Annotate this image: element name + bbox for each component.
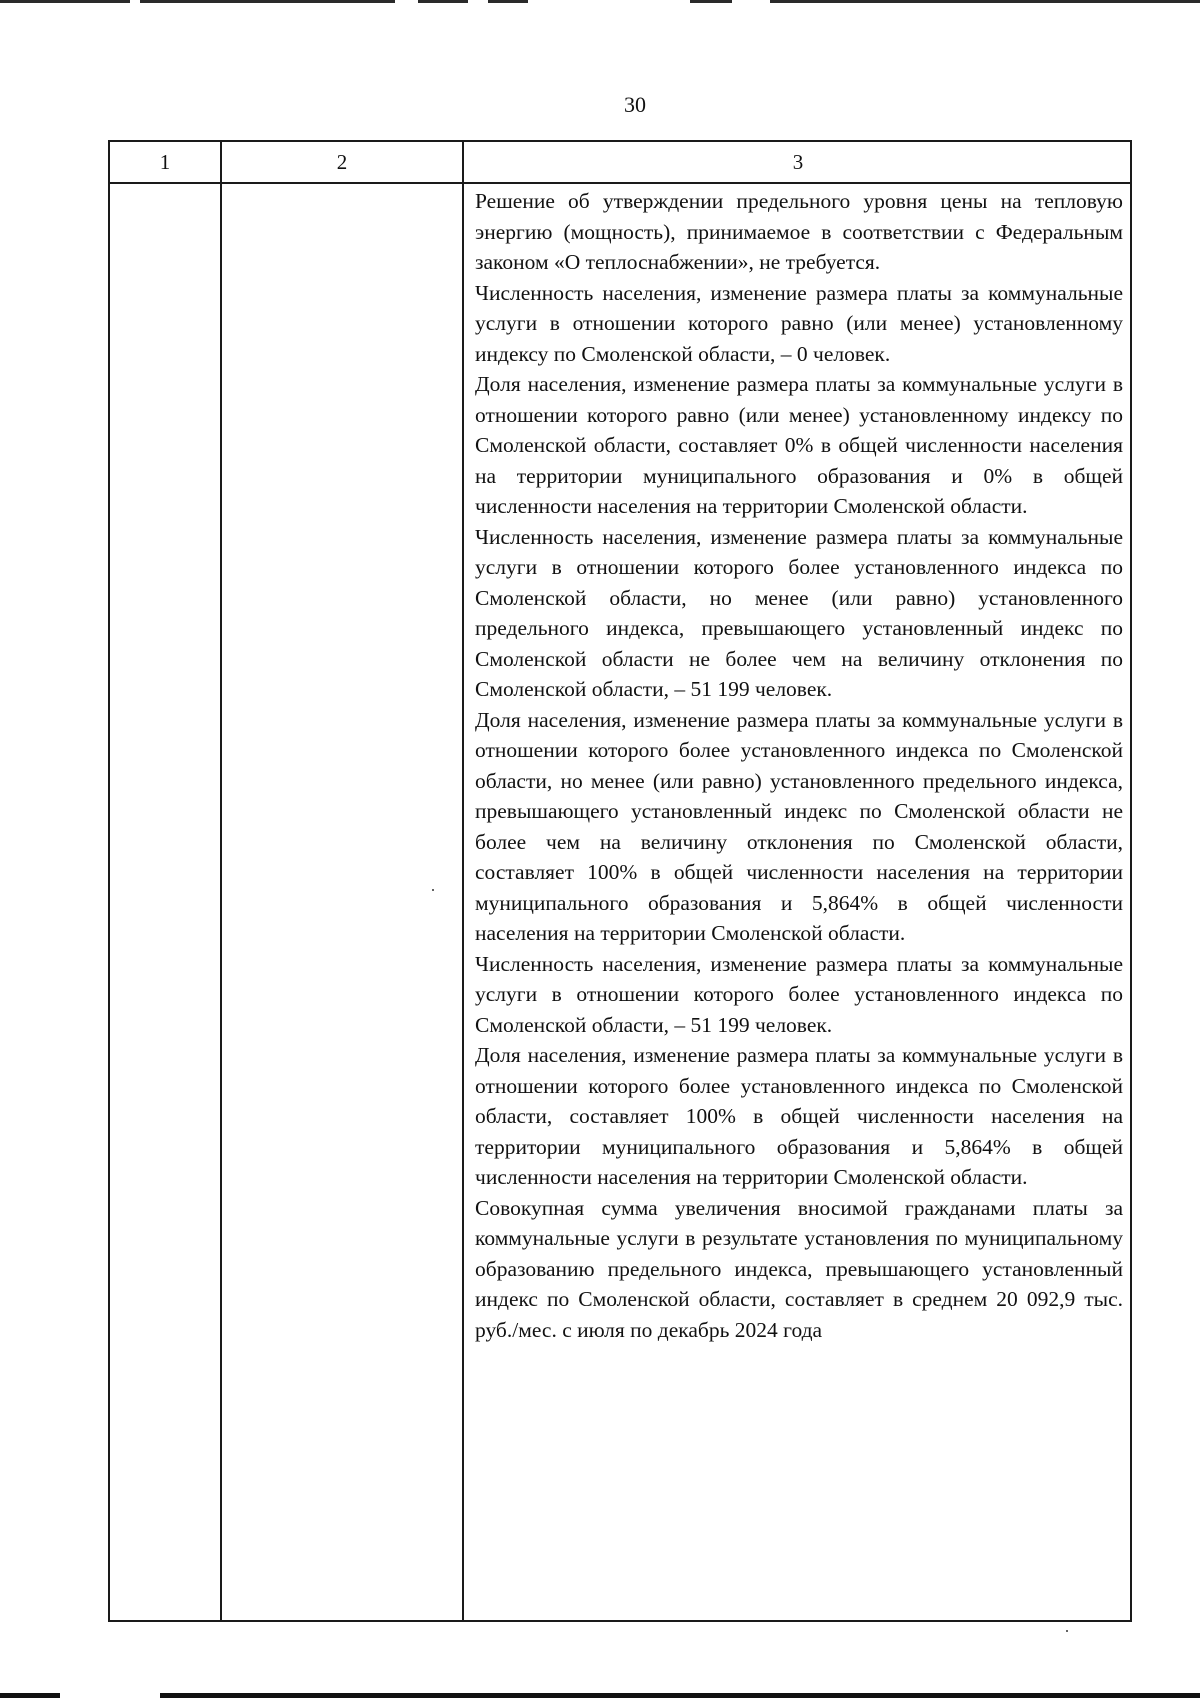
scan-artifact-top-right-2 (770, 0, 1200, 3)
scan-artifact-top-mid-2 (488, 0, 528, 3)
column-divider-2 (462, 142, 464, 1620)
row-1-column-3-text (475, 186, 1123, 1345)
column-header-2: 2 (336, 150, 348, 174)
document-table (108, 140, 1132, 1622)
column-header-1: 1 (159, 150, 171, 174)
column-divider-1 (220, 142, 222, 1620)
scan-artifact-top-right (690, 0, 732, 3)
page-number: 30 (624, 92, 646, 117)
paragraph-population-above-index: Численность населения, изменение размера платы за коммунальные услуги в отношении которого более установленного индекса по Смоленской области, – 51 199 человек. (475, 951, 1123, 1037)
scan-speck (432, 889, 434, 891)
column-header-3: 3 (792, 150, 804, 174)
paragraph-population-equal-index: Численность населения, изменение размера платы за коммунальные услуги в отношении которого равно (или менее) установленному индексу по Смоленской области, – 0 человек. (475, 280, 1123, 366)
paragraph-total-payment-increase: Совокупная сумма увеличения вносимой гражданами платы за коммунальные услуги в результате установления по муниципальному образованию предельного индекса, превышающего установленный индекс по Смоленской области, составляет в среднем 20 092,9 тыс. руб./мес. с июля по декабрь 2024 года (475, 1195, 1123, 1342)
paragraph-population-above-index-within-deviation: Численность населения, изменение размера платы за коммунальные услуги в отношении которого более установленного индекса по Смоленской области, но менее (или равно) установленного предельного индекса, превышающего установленный индекс по Смоленской области не более чем на величину отклонения по Смоленской области, – 51 199 человек. (475, 524, 1123, 701)
paragraph-heat-price-decision: Решение об утверждении предельного уровня цены на тепловую энергию (мощность), принимаемое в соответствии с Федеральным законом «О теплоснабжении», не требуется. (475, 189, 1123, 274)
header-divider (110, 182, 1130, 184)
scan-artifact-top-left-2 (140, 0, 395, 3)
paragraph-share-equal-index: Доля населения, изменение размера платы за коммунальные услуги в отношении которого равно (или менее) установленному индексу по Смоленской области, составляет 0% в общей численности населения на территории муниципального образования и 0% в общей численности населения на территории Смоленской области. (475, 372, 1123, 518)
scan-artifact-top-left (0, 0, 130, 3)
paragraph-share-above-index: Доля населения, изменение размера платы за коммунальные услуги в отношении которого более установленного индекса по Смоленской области, составляет 100% в общей численности населения на территории муниципального образования и 5,864% в общей численности населения на территории Смоленской области. (475, 1043, 1123, 1189)
scan-artifact-bottom-left (0, 1693, 60, 1698)
scan-artifact-top-mid (418, 0, 468, 3)
scan-artifact-bottom-right (160, 1693, 1200, 1698)
paragraph-share-above-index-within-deviation: Доля населения, изменение размера платы за коммунальные услуги в отношении которого более установленного индекса по Смоленской области, но менее (или равно) установленного предельного индекса, превышающего установленный индекс по Смоленской области не более чем на величину отклонения по Смоленской области, составляет 100% в общей численности населения на территории муниципального образования и 5,864% в общей численности населения на территории Смоленской области. (475, 707, 1123, 945)
scan-speck-2 (1066, 1630, 1068, 1632)
